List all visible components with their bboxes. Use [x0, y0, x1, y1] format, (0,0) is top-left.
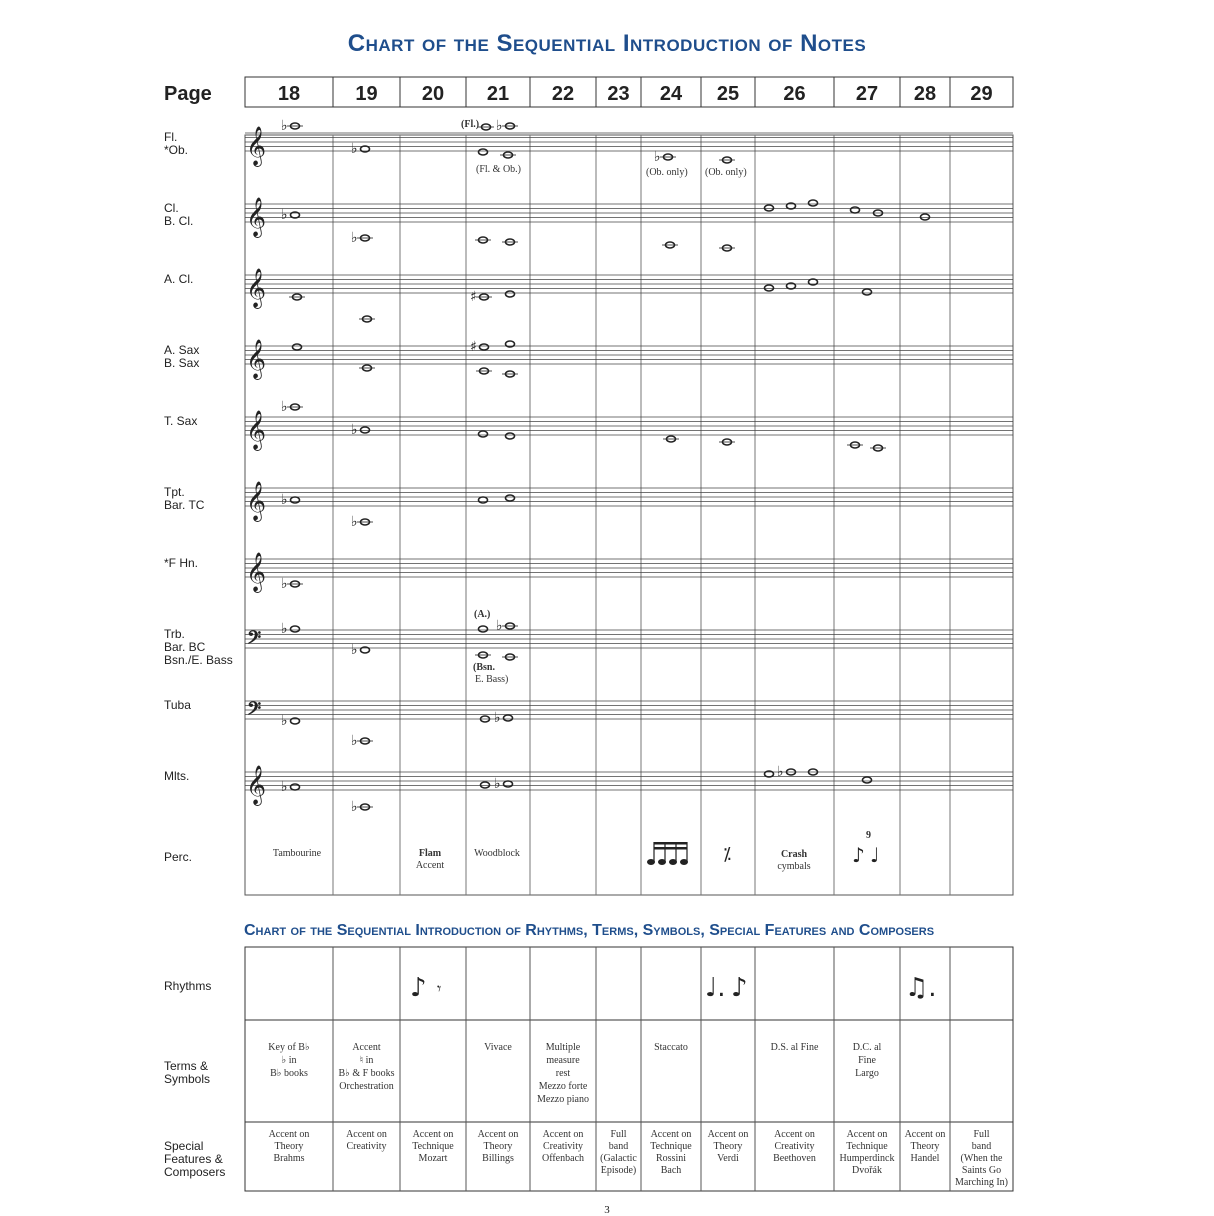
special-text: Theory	[274, 1141, 304, 1152]
flat-icon: ♭	[281, 118, 288, 134]
flat-icon: ♭	[654, 149, 661, 165]
flat-icon: ♭	[351, 514, 358, 530]
annotation-fl-ob: (Fl. & Ob.)	[476, 164, 521, 175]
special-text: Accent on	[774, 1129, 815, 1140]
instrument-label: *Ob.	[164, 143, 189, 157]
whole-note	[361, 427, 370, 433]
special-text: Technique	[412, 1141, 454, 1152]
special-text: (Galactic	[600, 1153, 637, 1164]
term-text: Key of B♭	[268, 1042, 310, 1053]
flat-icon: ♭	[351, 141, 358, 157]
beam	[654, 847, 687, 850]
flat-icon: ♭	[351, 230, 358, 246]
special-text: Saints Go	[961, 1165, 1002, 1176]
page-number-21: 21	[486, 83, 510, 105]
special-text: Technique	[846, 1141, 888, 1152]
special-text: Accent on	[542, 1129, 584, 1140]
special-text: Accent on	[346, 1129, 387, 1140]
annotation-ebass: E. Bass)	[475, 674, 509, 685]
annotation-ob-only: (Ob. only)	[705, 167, 747, 178]
treble-clef-icon: 𝄞	[246, 410, 267, 450]
flat-icon: ♭	[281, 779, 288, 795]
dotted-eighth-sixteenth-icon: ♫.	[905, 973, 937, 1003]
instrument-label: Bsn./E. Bass	[164, 653, 233, 667]
quarter-note-icon: ♩	[870, 843, 880, 867]
instrument-label: A. Sax	[164, 343, 200, 357]
flat-icon: ♭	[777, 764, 784, 780]
special-text: Brahms	[273, 1153, 305, 1164]
special-label: Features &	[164, 1152, 223, 1166]
perc-flam: Flam	[418, 848, 442, 859]
flat-icon: ♭	[281, 492, 288, 508]
annotation-bsn: (Bsn.	[473, 662, 495, 673]
special-text: band	[971, 1141, 992, 1152]
annotation-a: (A.)	[474, 609, 491, 620]
term-text: Largo	[855, 1068, 879, 1079]
term-text: ♮ in	[359, 1055, 374, 1066]
page-number-26: 26	[783, 83, 806, 105]
instrument-label: Tpt.	[164, 485, 185, 499]
whole-note	[765, 205, 774, 211]
eighth-note-icon: ♪	[410, 973, 427, 1003]
whole-note	[293, 344, 302, 350]
special-text: Offenbach	[541, 1153, 585, 1164]
flat-icon: ♭	[281, 713, 288, 729]
special-text: Accent on	[650, 1129, 692, 1140]
page-number-28: 28	[913, 83, 937, 105]
instrument-label: Fl.	[164, 130, 178, 144]
page-number-19: 19	[355, 83, 378, 105]
special-text: Theory	[483, 1141, 513, 1152]
flat-icon: ♭	[281, 576, 288, 592]
perc-woodblock: Woodblock	[474, 848, 520, 859]
term-text: Staccato	[654, 1042, 688, 1053]
page-header-label: Page	[164, 83, 212, 105]
chart-title: Chart of the Sequential Introduction of Notes	[347, 30, 867, 57]
whole-note	[291, 626, 300, 632]
whole-note	[479, 626, 488, 632]
special-text: Accent on	[707, 1129, 749, 1140]
special-text: Creativity	[346, 1141, 387, 1152]
special-text: Handel	[910, 1153, 940, 1164]
perc-crash: Crash	[780, 849, 808, 860]
term-text: Mezzo forte	[538, 1081, 588, 1092]
beam	[654, 842, 687, 845]
special-text: Full	[973, 1129, 990, 1140]
special-label: Special	[164, 1139, 204, 1153]
whole-note	[506, 495, 515, 501]
instrument-label: Tuba	[164, 698, 191, 712]
special-text: band	[608, 1141, 629, 1152]
whole-note	[809, 200, 818, 206]
whole-note	[479, 497, 488, 503]
eighth-rest-icon: 𝄾	[437, 979, 442, 998]
instrument-label: Mlts.	[164, 769, 190, 783]
whole-note	[863, 777, 872, 783]
term-text: D.S. al Fine	[770, 1042, 819, 1053]
instrument-label: T. Sax	[164, 414, 198, 428]
treble-clef-icon: 𝄞	[246, 339, 267, 379]
rhythms-chart-title: Chart of the Sequential Introduction of Rhythms, Terms, Symbols, Special Features and Composers	[244, 922, 935, 939]
instrument-label: *F Hn.	[164, 556, 199, 570]
instrument-label: Cl.	[164, 201, 179, 215]
special-text: Theory	[713, 1141, 743, 1152]
special-text: Marching In)	[954, 1177, 1009, 1188]
instrument-label: Bar. TC	[164, 498, 205, 512]
instrument-label: Trb.	[164, 627, 185, 641]
page-number-20: 20	[421, 83, 445, 105]
perc-tambourine: Tambourine	[272, 848, 322, 859]
special-text: Rossini	[655, 1153, 687, 1164]
perc-mark: 9	[866, 830, 871, 841]
repeat-sign-icon: ⁒	[722, 844, 732, 865]
whole-note	[291, 784, 300, 790]
whole-note	[851, 207, 860, 213]
special-text: Accent on	[412, 1129, 454, 1140]
term-text: B♭ & F books	[338, 1068, 395, 1079]
special-text: Billings	[482, 1153, 514, 1164]
term-text: Vivace	[484, 1042, 512, 1053]
grace-note-icon: ♪	[852, 843, 865, 867]
flat-icon: ♭	[494, 710, 501, 726]
instrument-label: A. Cl.	[164, 272, 194, 286]
page-number-27: 27	[855, 83, 879, 105]
term-text: B♭ books	[270, 1068, 308, 1079]
flat-icon: ♭	[281, 207, 288, 223]
whole-note	[863, 289, 872, 295]
special-text: Beethoven	[773, 1153, 816, 1164]
special-text: Episode)	[600, 1165, 637, 1176]
special-text: Technique	[650, 1141, 692, 1152]
term-text: Mezzo piano	[537, 1094, 589, 1105]
page-number-22: 22	[551, 83, 575, 105]
whole-note	[506, 291, 515, 297]
special-text: Accent on	[477, 1129, 519, 1140]
page-number-25: 25	[716, 83, 740, 105]
page-number-24: 24	[659, 83, 683, 105]
perc-accent: Accent	[415, 860, 445, 871]
perc-label: Perc.	[164, 850, 193, 864]
bass-clef-icon: 𝄢	[247, 627, 262, 653]
whole-note	[479, 149, 488, 155]
special-text: (When the	[960, 1153, 1003, 1164]
special-text: Mozart	[418, 1153, 448, 1164]
special-text: Theory	[910, 1141, 940, 1152]
bass-clef-icon: 𝄢	[247, 698, 262, 724]
whole-note	[479, 431, 488, 437]
treble-clef-icon: 𝄞	[246, 481, 267, 521]
rhythms-label: Rhythms	[164, 979, 212, 993]
flat-icon: ♭	[496, 618, 503, 634]
flat-icon: ♭	[351, 733, 358, 749]
treble-clef-icon: 𝄞	[246, 552, 267, 592]
treble-clef-icon: 𝄞	[246, 765, 267, 805]
special-text: Creativity	[774, 1141, 815, 1152]
instrument-label: Bar. BC	[164, 640, 206, 654]
page-number-23: 23	[607, 83, 630, 105]
page-number-18: 18	[277, 83, 301, 105]
special-text: Accent on	[904, 1129, 946, 1140]
flat-icon: ♭	[494, 776, 501, 792]
special-text: Verdi	[717, 1153, 739, 1164]
terms-label: Terms &	[164, 1059, 209, 1073]
whole-note	[480, 344, 489, 350]
treble-clef-icon: 𝄞	[246, 197, 267, 237]
term-text: Accent	[352, 1042, 381, 1053]
treble-clef-icon: 𝄞	[246, 126, 267, 166]
whole-note	[504, 715, 513, 721]
special-text: Humperdinck	[839, 1153, 895, 1164]
whole-note	[481, 782, 490, 788]
special-text: Accent on	[268, 1129, 310, 1140]
whole-note	[506, 433, 515, 439]
whole-note	[765, 285, 774, 291]
instrument-label: B. Sax	[164, 356, 200, 370]
page-number-29: 29	[970, 83, 993, 105]
sharp-icon: ♯	[470, 289, 477, 305]
whole-note	[291, 497, 300, 503]
term-text: D.C. al	[852, 1042, 882, 1053]
term-text: rest	[555, 1068, 571, 1079]
term-text: ♭ in	[281, 1055, 297, 1066]
special-text: Creativity	[543, 1141, 583, 1152]
instrument-label: B. Cl.	[164, 214, 194, 228]
sharp-icon: ♯	[470, 339, 477, 355]
special-text: Accent on	[846, 1129, 888, 1140]
flat-icon: ♭	[281, 621, 288, 637]
term-text: Fine	[858, 1055, 876, 1066]
flat-icon: ♭	[351, 422, 358, 438]
flat-icon: ♭	[281, 399, 288, 415]
treble-clef-icon: 𝄞	[246, 268, 267, 308]
special-text: Dvořák	[852, 1165, 882, 1176]
dotted-quarter-icon: ♩.	[705, 973, 726, 1003]
special-label: Composers	[164, 1165, 226, 1179]
annotation-fl: (Fl.)	[461, 119, 480, 130]
annotation-ob-only: (Ob. only)	[646, 167, 688, 178]
page-number: 3	[604, 1204, 610, 1216]
whole-note	[504, 781, 513, 787]
term-text: Multiple	[545, 1042, 581, 1053]
terms-label: Symbols	[164, 1072, 211, 1086]
special-text: Full	[610, 1129, 627, 1140]
perc-cymbals: cymbals	[777, 861, 811, 872]
eighth-note-icon: ♪	[731, 973, 748, 1003]
term-text: measure	[546, 1055, 580, 1066]
flat-icon: ♭	[351, 799, 358, 815]
flat-icon: ♭	[351, 642, 358, 658]
flat-icon: ♭	[496, 118, 503, 134]
term-text: Orchestration	[339, 1081, 394, 1092]
special-text: Bach	[660, 1165, 682, 1176]
whole-note	[921, 214, 930, 220]
